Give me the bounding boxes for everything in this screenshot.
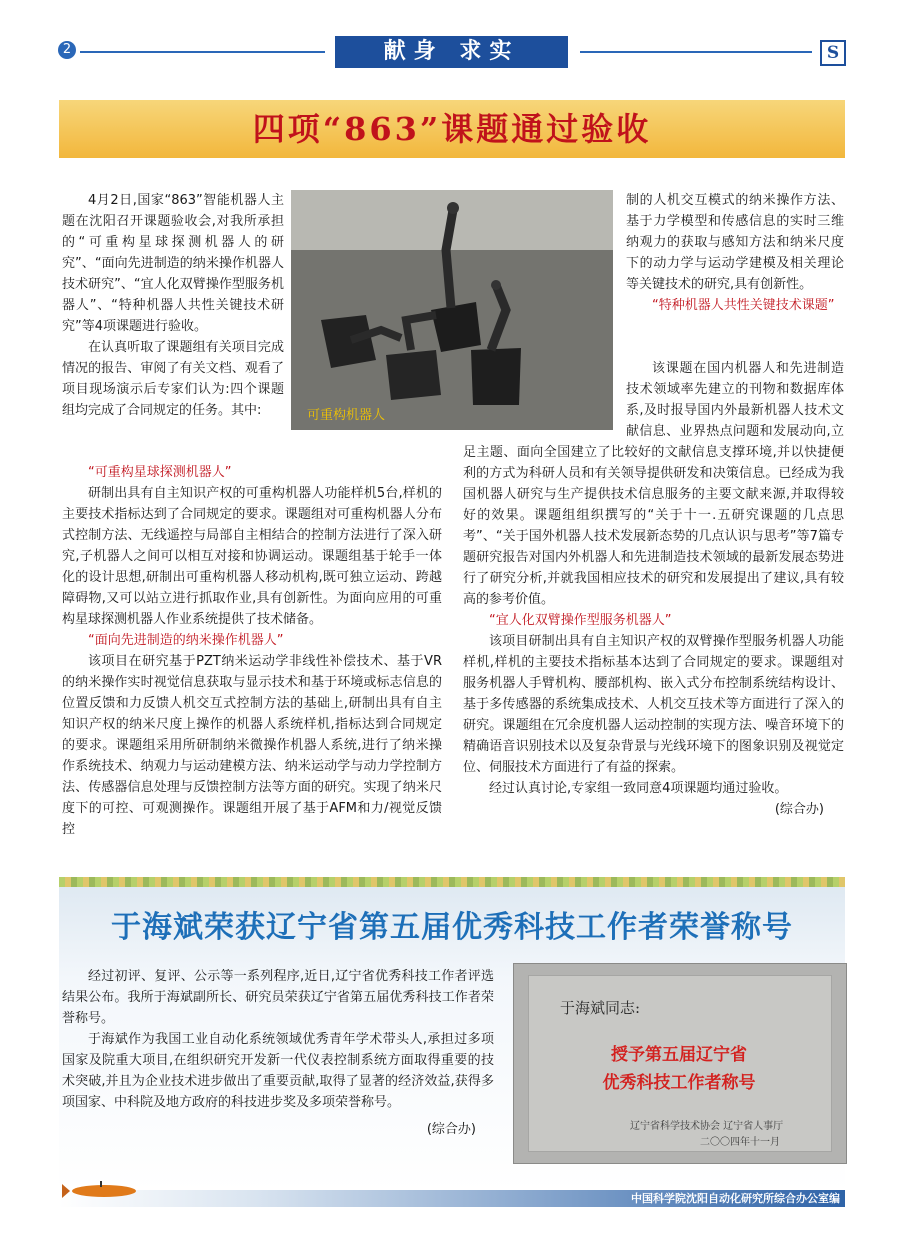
certificate-signers: 辽宁省科学技术协会 辽宁省人事厅 bbox=[630, 1121, 784, 1132]
article1-title: 四项“863”课题通过验收 bbox=[252, 110, 652, 148]
decorative-divider bbox=[59, 877, 845, 887]
article1-paragraph: 4月2日,国家“863”智能机器人主题在沈阳召开课题验收会,对我所承担的“可重构星球探测机器人的研究”、“面向先进制造的纳米操作机器人技术研究”、“宜人化双臂操作型服务机器人”、“特种机器人共性关键技术研究”等4项课题进行验收。 bbox=[62, 193, 284, 334]
subheading: “可重构星球探测机器人” bbox=[88, 465, 232, 480]
article2-source: (综合办) bbox=[426, 1122, 476, 1137]
certificate-line-2: 优秀科技工作者称号 bbox=[602, 1073, 756, 1093]
article1-right-bottom bbox=[463, 358, 844, 820]
article1-source: (综合办) bbox=[774, 802, 824, 817]
page-number: 2 bbox=[58, 41, 76, 59]
section-title: 献身 求实 bbox=[335, 36, 568, 68]
photo-wrap-spacer bbox=[463, 358, 626, 442]
underwater-robot-icon bbox=[62, 1180, 142, 1200]
subheading: “面向先进制造的纳米操作机器人” bbox=[88, 633, 284, 648]
header-rule-left bbox=[80, 51, 325, 53]
article1-paragraph: 该项目研制出具有自主知识产权的双臂操作型服务机器人功能样机,样机的主要技术指标基本达到了合同规定的要求。课题组对服务机器人手臂机构、腰部机构、嵌入式分布控制系统结构设计、基于多传感器的系统集成技术、人机交互技术等方面进行了深入的研究。课题组在冗余度机器人运动控制的实现方法、噪音环境下的精确语音识别技术以及复杂背景与光线环境下的图象识别及视觉定位、伺服技术方面进行了有益的探索。 bbox=[463, 634, 844, 775]
article1-paragraph: 该项目在研究基于PZT纳米运动学非线性补偿技术、基于VR的纳米操作实时视觉信息获取与显示技术和基于环境或标志信息的位置反馈和力反馈人机交互式控制方法的基础上,研制出具有自主知识产权的纳米尺度上操作的机器人系统样机,指标达到合同规定的要求。课题组采用所研制纳米微操作机器人系统,进行了纳米操作系统技术、纳观力与运动建模方法、纳米运动学与动力学控制方法、传感器信息处理与反馈控制方法等方面的研究。实现了纳米尺度下的可控、可观测操作。课题组开展了基于AFM和力/视觉反馈控 bbox=[62, 654, 442, 837]
article2-title: 于海斌荣获辽宁省第五届优秀科技工作者荣誉称号 bbox=[111, 910, 793, 945]
footer-credit: 中国科学院沈阳自动化研究所综合办公室编 bbox=[631, 1192, 840, 1205]
article1-paragraph: 在认真听取了课题组有关项目完成情况的报告、审阅了有关文档、观看了项目现场演示后专家们认为:四个课题组均完成了合同规定的任务。其中: bbox=[62, 340, 284, 418]
institute-logo-icon: S bbox=[820, 40, 846, 66]
article1-paragraph: 研制出具有自主知识产权的可重构机器人功能样机5台,样机的主要技术指标达到了合同规定的要求。课题组对可重构机器人分布式控制方法、无线遥控与局部自主相结合的控制方法进行了深入研究,子机器人之间可以相互对接和协调运动。课题组基于轮手一体化的设计思想,研制出可重构机器人移动机构,既可独立运动、跨越障碍物,又可以站立进行抓取作业,具有创新性。为面向应用的可重构星球探测机器人作业系统提供了技术储备。 bbox=[62, 486, 442, 627]
header-rule-right bbox=[580, 51, 812, 53]
article1-paragraph: 制的人机交互模式的纳米操作方法、基于力学模型和传感信息的实时三维纳观力的获取与感知方法和纳米尺度下的动力学与运动学建模及相关理论等关键技术的研究,具有创新性。 bbox=[626, 193, 844, 292]
article2-paragraph: 经过初评、复评、公示等一系列程序,近日,辽宁省优秀科技工作者评选结果公布。我所于海斌副所长、研究员荣获辽宁省第五届优秀科技工作者荣誉称号。 bbox=[62, 969, 494, 1026]
certificate-addressee: 于海斌同志: bbox=[560, 999, 641, 1017]
article1-left-top bbox=[62, 190, 284, 421]
certificate-date: 二〇〇四年十一月 bbox=[700, 1137, 780, 1148]
article2-paragraph: 于海斌作为我国工业自动化系统领域优秀青年学术带头人,承担过多项国家及院重大项目,在组织研究开发新一代仪表控制系统方面取得重要的技术突破,并且为企业技术进步做出了重要贡献,取得了显著的经济效益,获得多项国家、中科院及地方政府的科技进步奖及多项荣誉称号。 bbox=[62, 1032, 494, 1110]
article1-left-bottom bbox=[62, 462, 442, 840]
article2-body bbox=[62, 966, 494, 1140]
certificate-line-1: 授予第五届辽宁省 bbox=[611, 1045, 747, 1065]
article1-paragraph: 该课题在国内机器人和先进制造技术领域率先建立的刊物和数据库体系,及时报导国内外最新机器人技术文献信息、业界热点问题和发展动向,立足主题、面向全国建立了比较好的文献信息支撑环境,并以快捷便利的方式为科研人员和有关领导提供研发和决策信息。已经成为我国机器人研究与生产提供技术信息服务的主要文献来源,并取得较好的效果。课题组组织撰写的“关于十一.五研究课题的几点思考”、“关于国外机器人技术发展新态势的几点认识与思考”等7篇专题研究报告对国内外机器人和先进制造技术领域的最新发展态势进行了研究分析,并就我国相应技术的研究和发展提出了建议,具有较高的参考价值。 bbox=[463, 361, 844, 607]
article1-right-top bbox=[626, 190, 844, 316]
subheading: “宜人化双臂操作型服务机器人” bbox=[489, 613, 672, 628]
photo-caption: 可重构机器人 bbox=[307, 408, 386, 423]
article1-paragraph: 经过认真讨论,专家组一致同意4项课题均通过验收。 bbox=[489, 781, 788, 796]
subheading: “特种机器人共性关键技术课题” bbox=[652, 298, 835, 313]
